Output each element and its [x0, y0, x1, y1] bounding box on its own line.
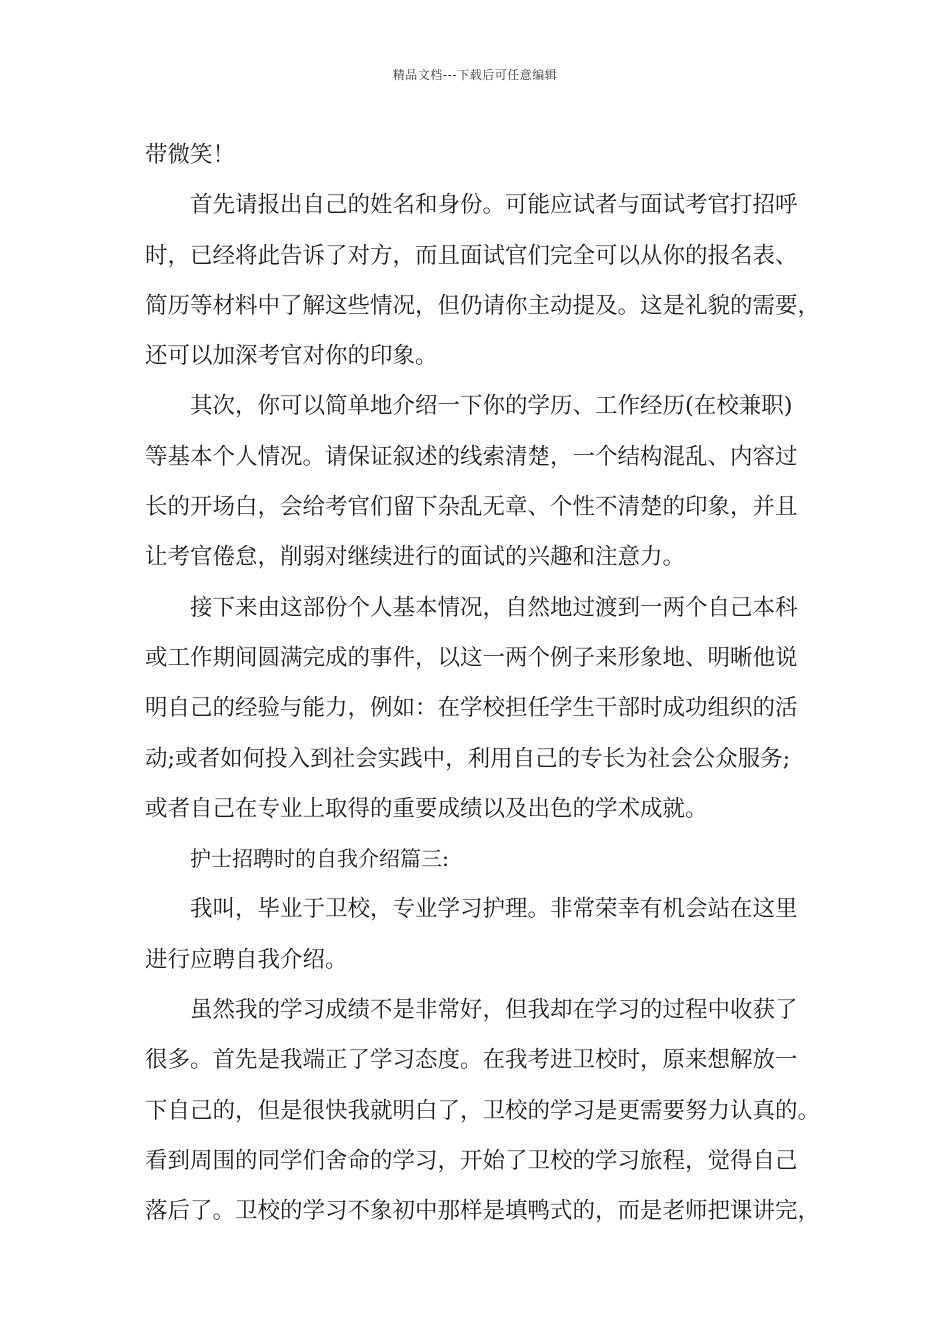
paragraph-start-line: 接下来由这部份个人基本情况，自然地过渡到一两个自己本科 [190, 594, 798, 621]
text-line: 带微笑！ [145, 142, 236, 168]
text-line: 动;或者如何投入到社会实践中，利用自己的专长为社会公众服务; [145, 745, 791, 772]
text-line: 还可以加深考官对你的印象。 [145, 343, 438, 370]
text-line: 落后了。卫校的学习不象初中那样是填鸭式的，而是老师把课讲完， [145, 1198, 821, 1225]
text-line: 让考官倦怠，削弱对继续进行的面试的兴趣和注意力。 [145, 544, 686, 571]
paragraph-start-line: 我叫，毕业于卫校，专业学习护理。非常荣幸有机会站在这里 [190, 896, 798, 923]
text-line: 等基本个人情况。请保证叙述的线索清楚，一个结构混乱、内容过 [145, 443, 798, 470]
text-line: 进行应聘自我介绍。 [145, 946, 348, 973]
text-line: 下自己的，但是很快我就明白了，卫校的学习是更需要努力认真的。 [145, 1097, 821, 1124]
text-line: 或者自己在专业上取得的重要成绩以及出色的学术成就。 [145, 795, 708, 822]
document-body [145, 130, 827, 1237]
paragraph-start-line: 首先请报出自己的姓名和身份。可能应试者与面试考官打招呼 [190, 192, 798, 219]
text-line: 很多。首先是我端正了学习态度。在我考进卫校时，原来想解放一 [145, 1047, 798, 1074]
page-header: 精品文档---下载后可任意编辑 [392, 68, 558, 82]
text-line: 或工作期间圆满完成的事件，以这一两个例子来形象地、明晰他说 [145, 644, 798, 671]
text-line: 长的开场白，会给考官们留下杂乱无章、个性不清楚的印象，并且 [145, 494, 798, 521]
text-line: 明自己的经验与能力，例如：在学校担任学生干部时成功组织的活 [145, 695, 798, 722]
text-line: 简历等材料中了解这些情况，但仍请你主动提及。这是礼貌的需要， [145, 292, 821, 319]
section-heading: 护士招聘时的自我介绍篇三: [190, 847, 450, 872]
text-line: 时，已经将此告诉了对方，而且面试官们完全可以从你的报名表、 [145, 242, 798, 269]
paragraph-start-line: 其次，你可以简单地介绍一下你的学历、工作经历(在校兼职) [190, 393, 793, 420]
paragraph-start-line: 虽然我的学习成绩不是非常好，但我却在学习的过程中收获了 [190, 997, 798, 1024]
text-line: 看到周围的同学们舍命的学习，开始了卫校的学习旅程，觉得自己 [145, 1147, 798, 1174]
